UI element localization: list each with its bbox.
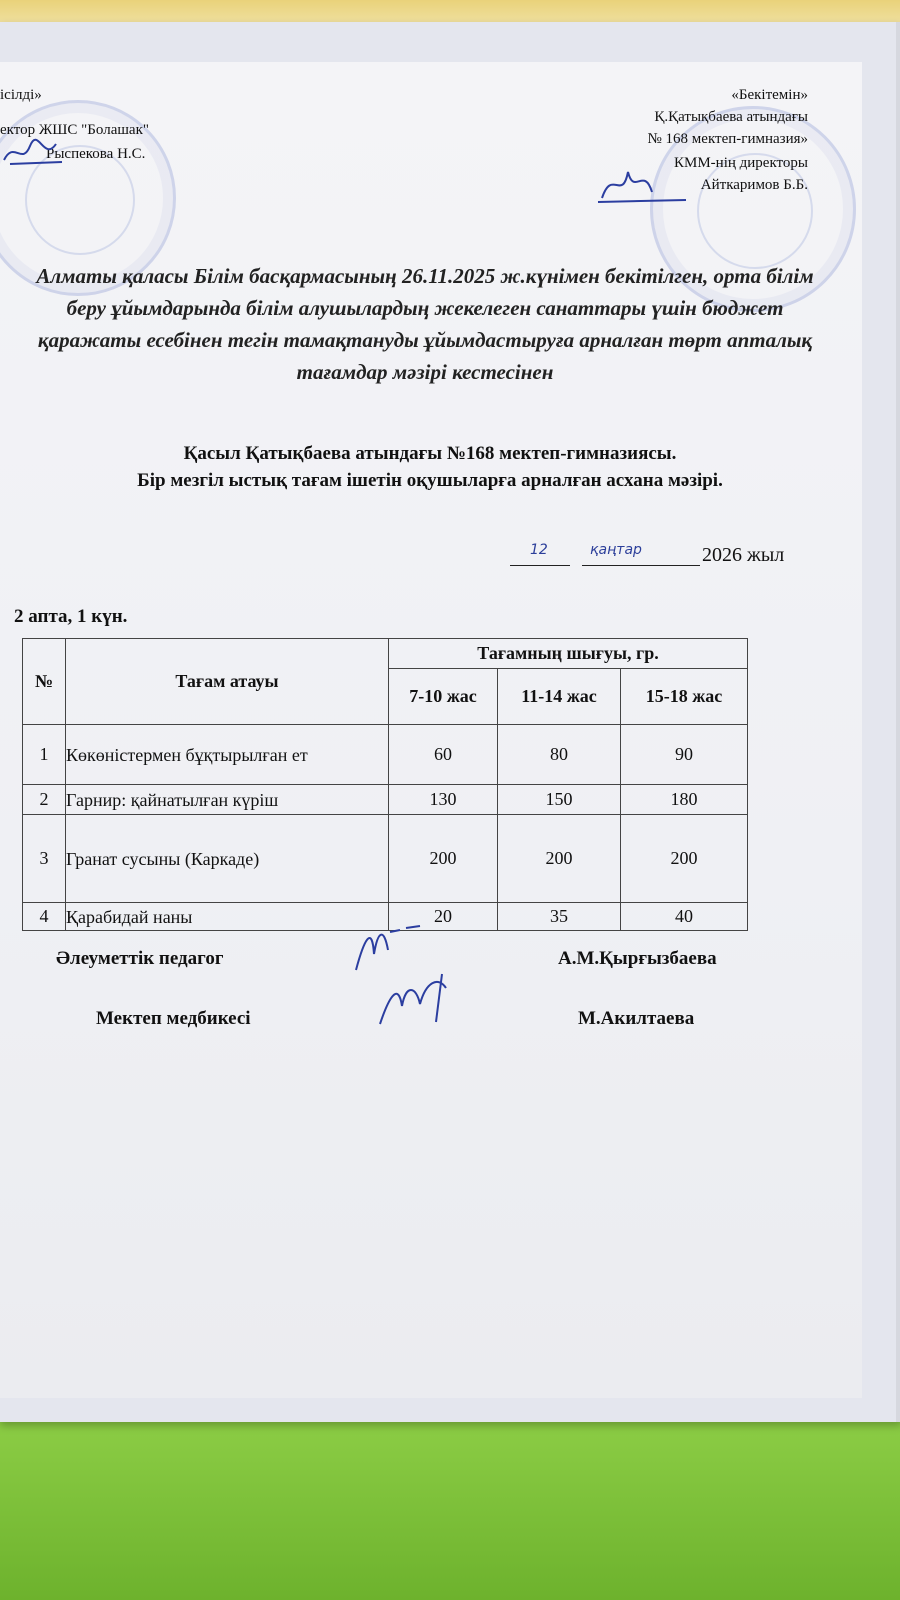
col-output-header: Тағамның шығуы, гр. bbox=[389, 639, 748, 669]
dish-name: Көкөністермен бұқтырылған ет bbox=[66, 725, 389, 785]
portion-value: 130 bbox=[389, 785, 498, 815]
approval-right-line2: Қ.Қатықбаева атындағы bbox=[654, 109, 808, 125]
portion-value: 40 bbox=[621, 903, 748, 931]
date-month-handwritten: қаңтар bbox=[590, 542, 642, 558]
row-number: 2 bbox=[23, 785, 66, 815]
row-number: 4 bbox=[23, 903, 66, 931]
portion-value: 80 bbox=[498, 725, 621, 785]
table-row bbox=[23, 815, 748, 903]
document-paper bbox=[0, 62, 862, 1398]
row-number: 1 bbox=[23, 725, 66, 785]
signature-social-pedagogue bbox=[350, 920, 430, 976]
age-group-header: 7-10 жас bbox=[389, 669, 498, 725]
col-no-header: № bbox=[23, 639, 66, 725]
age-group-header: 15-18 жас bbox=[621, 669, 748, 725]
wall-background-bottom bbox=[0, 1420, 900, 1600]
table-row bbox=[23, 785, 748, 815]
school-title-line1: Қасыл Қатықбаева атындағы №168 мектеп-гимназиясы. bbox=[183, 443, 677, 464]
day-blank bbox=[510, 565, 570, 566]
portion-value: 150 bbox=[498, 785, 621, 815]
month-blank bbox=[582, 565, 700, 566]
week-label: 2 апта, 1 күн. bbox=[14, 606, 128, 627]
signature-director bbox=[592, 162, 692, 208]
approval-right-line1: «Бекітемін» bbox=[731, 87, 808, 103]
approval-left-line2: ектор ЖШС "Болашак" bbox=[0, 122, 149, 138]
col-name-header: Тағам атауы bbox=[66, 639, 389, 725]
age-group-header: 11-14 жас bbox=[498, 669, 621, 725]
school-title-line2: Бір мезгіл ыстық тағам ішетін оқушыларға арналған асхана мәзірі. bbox=[137, 470, 723, 491]
approval-right-line3: № 168 мектеп-гимназия» bbox=[647, 131, 808, 147]
approval-left-line3: Рыспекова Н.С. bbox=[46, 146, 146, 162]
picture-frame bbox=[0, 22, 900, 1422]
approval-left-line1: ісілді» bbox=[0, 87, 42, 103]
portion-value: 20 bbox=[389, 903, 498, 931]
portion-value: 90 bbox=[621, 725, 748, 785]
date-line bbox=[510, 542, 840, 572]
portion-value: 200 bbox=[498, 815, 621, 903]
approval-right-line5: Айткаримов Б.Б. bbox=[700, 177, 808, 193]
dish-name: Гранат сусыны (Каркаде) bbox=[66, 815, 389, 903]
table-row bbox=[23, 725, 748, 785]
approval-right-line4: КММ-нің директоры bbox=[674, 155, 808, 171]
signature-school-nurse bbox=[376, 970, 466, 1030]
date-year: 2026 жыл bbox=[702, 544, 785, 566]
signer-role: Мектеп медбикесі bbox=[96, 1008, 251, 1029]
portion-value: 35 bbox=[498, 903, 621, 931]
intro-title: Алматы қаласы Білім басқармасының 26.11.2025 ж.күнімен бекітілген, орта білім беру ұйымдарында білім алушылардың жекелеген санаттары үшін бюджет қаражаты есебінен тегін тамақтануды ұйымдастыруға арналған төрт апталық тағамдар мәзірі кестесінен bbox=[36, 264, 814, 384]
portion-value: 200 bbox=[621, 815, 748, 903]
portion-value: 60 bbox=[389, 725, 498, 785]
dish-name: Қарабидай наны bbox=[66, 903, 389, 931]
signature-left bbox=[0, 132, 80, 172]
portion-value: 200 bbox=[389, 815, 498, 903]
school-title bbox=[30, 440, 830, 494]
dish-name: Гарнир: қайнатылған күріш bbox=[66, 785, 389, 815]
row-number: 3 bbox=[23, 815, 66, 903]
signer-role: Әлеуметтік педагог bbox=[56, 948, 224, 969]
signer-name: А.М.Қырғызбаева bbox=[558, 948, 717, 969]
menu-table bbox=[22, 638, 748, 931]
date-day-handwritten: 12 bbox=[530, 542, 548, 558]
signer-name: М.Акилтаева bbox=[578, 1008, 695, 1029]
portion-value: 180 bbox=[621, 785, 748, 815]
